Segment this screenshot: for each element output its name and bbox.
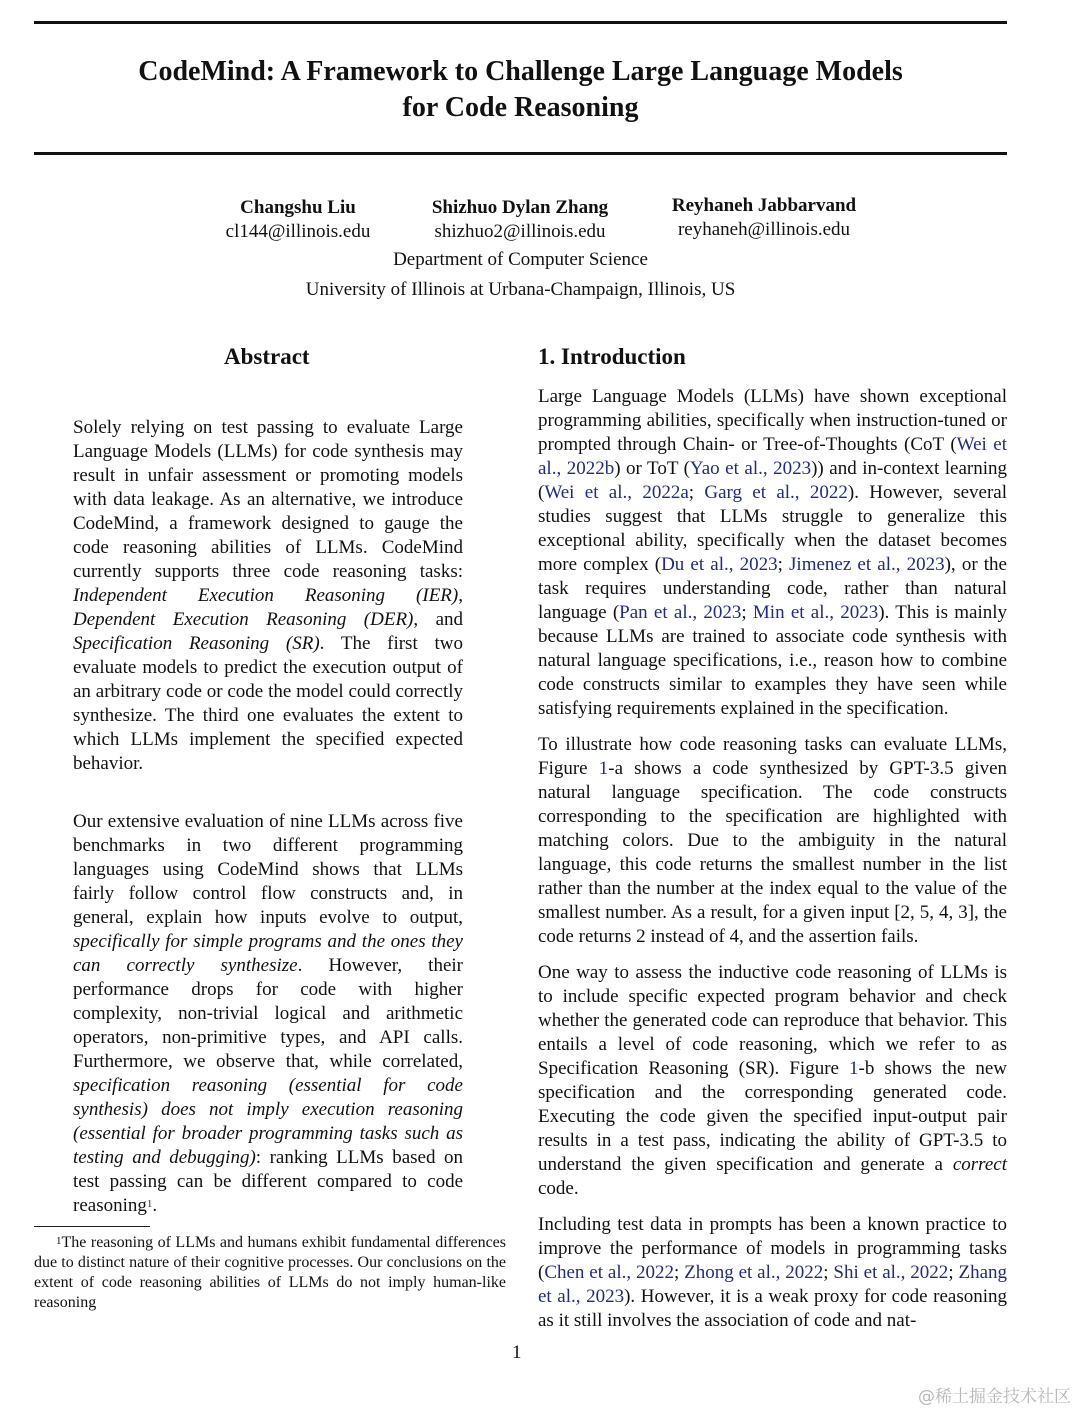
text: -b shows the new specification and the corresponding generated code. Executing the code given the specified input-output pair results in a test pass, indicating the ability of GPT-3.5 to understand the given specification and generate a: [538, 1058, 1007, 1175]
citation-link[interactable]: Zhong et al., 2022: [684, 1262, 824, 1283]
text: ;: [777, 554, 790, 575]
university: University of Illinois at Urbana-Champaign, Illinois, US: [305, 279, 736, 300]
text: ). However, it is a weak proxy for code reasoning as it still involves the association of code and nat-: [538, 1286, 1007, 1331]
text: : ranking LLMs based on test passing can be different compared to code reasoning: [73, 1147, 464, 1216]
author-1: [200, 196, 396, 244]
footnote-text: The reasoning of LLMs and humans exhibit fundamental differences due to distinct nature of their cognitive processes. Our conclusions on the extent of code reasoning abilities of LLMs do not imply human-like reasoning: [34, 1234, 506, 1311]
task-ier: Independent Execution Reasoning (IER): [73, 585, 459, 606]
text: ;: [688, 482, 705, 503]
introduction-body: [538, 385, 1007, 1333]
text: One way to assess the inductive code reasoning of LLMs is to include specific expected program behavior and check whether the generated code can reproduce that behavior. This entails a level of code reasoning, which we refer to as Specification Reasoning (SR). Figure: [538, 962, 1007, 1079]
author-email[interactable]: reyhaneh@illinois.edu: [677, 219, 851, 240]
figure-ref-link[interactable]: 1: [849, 1058, 859, 1079]
text: Large Language Models (LLMs) have shown exceptional programming abilities, specifically when instruction-tuned or prompted through Chain- or Tree-of-Thoughts (CoT (: [538, 386, 1007, 455]
citation-link[interactable]: Wei et al., 2022a: [544, 482, 689, 503]
abstract-paragraph-1: [73, 416, 463, 776]
task-sr: Specification Reasoning (SR): [73, 633, 320, 654]
author-name: Changshu Liu: [240, 197, 356, 218]
text: Our extensive evaluation of nine LLMs across five benchmarks in two different programming languages using CodeMind shows that LLMs fairly follow control flow constructs and, in general, explain how inputs evolve to output,: [73, 811, 463, 928]
text: Including test data in prompts has been a known practice to improve the performance of models in programming tasks (: [538, 1214, 1007, 1283]
text: )) and in-context learning (: [538, 458, 1007, 503]
introduction-heading: 1. Introduction: [538, 344, 686, 369]
text: ;: [741, 602, 753, 623]
citation-link[interactable]: Pan et al., 2023: [619, 602, 742, 623]
intro-paragraph-2: [538, 733, 1007, 949]
footnote-marker[interactable]: 1: [146, 1198, 153, 1210]
title-line-1: CodeMind: A Framework to Challenge Large Language Models: [138, 56, 903, 87]
text: ;: [673, 1262, 685, 1283]
author-email[interactable]: shizhuo2@illinois.edu: [434, 221, 606, 242]
intro-paragraph-4: [538, 1213, 1007, 1333]
text: Solely relying on test passing to evaluate Large Language Models (LLMs) for code synthesis may result in unfair assessment or promoting models with data leakage. As an alternative, we introduce CodeMind, a framework designed to gauge the code reasoning abilities of LLMs. CodeMind currently supports three code reasoning tasks:: [73, 417, 463, 582]
author-name: Shizhuo Dylan Zhang: [431, 197, 609, 218]
author-3: [655, 194, 873, 242]
top-rule: [34, 21, 1007, 24]
text: -a shows a code synthesized by GPT-3.5 given natural language specification. The code constructs corresponding to the specification are highlighted with matching colors. Due to the ambiguity in the natural language, this code returns the smallest number in the list rather than the number at the index equal to the value of the smallest number. As a result, for a given input [2, 5, 4, 3], the code returns 2 instead of 4, and the assertion fails.: [538, 758, 1007, 947]
author-name: Reyhaneh Jabbarvand: [671, 195, 857, 216]
intro-paragraph-3: [538, 961, 1007, 1201]
footnote: [34, 1233, 506, 1313]
title-bottom-rule: [34, 152, 1007, 155]
emphasis: specification reasoning (essential for code synthesis) does not imply execution reasoning (essential for broader programming tasks such as testing and debugging): [73, 1075, 463, 1168]
text: . However, their performance drops for code with higher complexity, non-trivial logical and arithmetic operators, non-primitive types, and API calls. Furthermore, we observe that, while correlated,: [73, 955, 463, 1072]
text: . The first two evaluate models to predict the execution output of an arbitrary code or code the model could correctly synthesize. The third one evaluates the extent to which LLMs implement the specified expected behavior.: [73, 633, 463, 774]
citation-link[interactable]: Jimenez et al., 2023: [789, 554, 945, 575]
intro-paragraph-1: [538, 385, 1007, 721]
emphasis: correct: [952, 1154, 1007, 1175]
text: code.: [538, 1178, 579, 1199]
text: ;: [948, 1262, 959, 1283]
title-line-2: for Code Reasoning: [402, 92, 639, 123]
citation-link[interactable]: Chen et al., 2022: [544, 1262, 674, 1283]
citation-link[interactable]: Garg et al., 2022: [704, 482, 848, 503]
text: ,: [458, 585, 463, 606]
text: ). This is mainly because LLMs are trained to associate code synthesis with natural language specifications, i.e., reason how to combine code constructs similar to examples they have seen while satisfying requirements explained in the specification.: [538, 602, 1007, 719]
text: ), or the task requires understanding code, rather than natural language (: [538, 554, 1007, 623]
footnote-rule: [34, 1226, 150, 1227]
citation-link[interactable]: Shi et al., 2022: [833, 1262, 949, 1283]
paper-title: [34, 54, 1007, 126]
author-email[interactable]: cl144@illinois.edu: [225, 221, 371, 242]
figure-ref-link[interactable]: 1: [598, 758, 609, 779]
text: ;: [823, 1262, 834, 1283]
text: .: [152, 1195, 158, 1216]
text: To illustrate how code reasoning tasks can evaluate LLMs, Figure: [538, 734, 1007, 779]
citation-link[interactable]: Du et al., 2023: [661, 554, 778, 575]
watermark: @稀土掘金技术社区: [918, 1387, 1071, 1407]
citation-link[interactable]: Zhang et al., 2023: [538, 1262, 1008, 1307]
citation-link[interactable]: Yao et al., 2023: [689, 458, 812, 479]
page-number: 1: [512, 1342, 522, 1363]
citation-link[interactable]: Wei et al., 2022b: [538, 434, 1007, 479]
author-2: [410, 196, 630, 244]
department: Department of Computer Science: [393, 249, 648, 270]
text: ). However, several studies suggest that LLMs struggle to generalize this exceptional ability, specifically when the dataset becomes more complex (: [538, 482, 1008, 575]
text: , and: [413, 609, 463, 630]
abstract-heading: Abstract: [224, 344, 310, 369]
footnote-number: 1: [56, 1235, 62, 1247]
abstract-body: [73, 416, 463, 1218]
text: ) or ToT (: [614, 458, 690, 479]
task-der: Dependent Execution Reasoning (DER): [73, 609, 414, 630]
citation-link[interactable]: Min et al., 2023: [752, 602, 879, 623]
emphasis: specifically for simple programs and the ones they can correctly synthesize: [73, 931, 463, 976]
abstract-paragraph-2: [73, 810, 463, 1218]
